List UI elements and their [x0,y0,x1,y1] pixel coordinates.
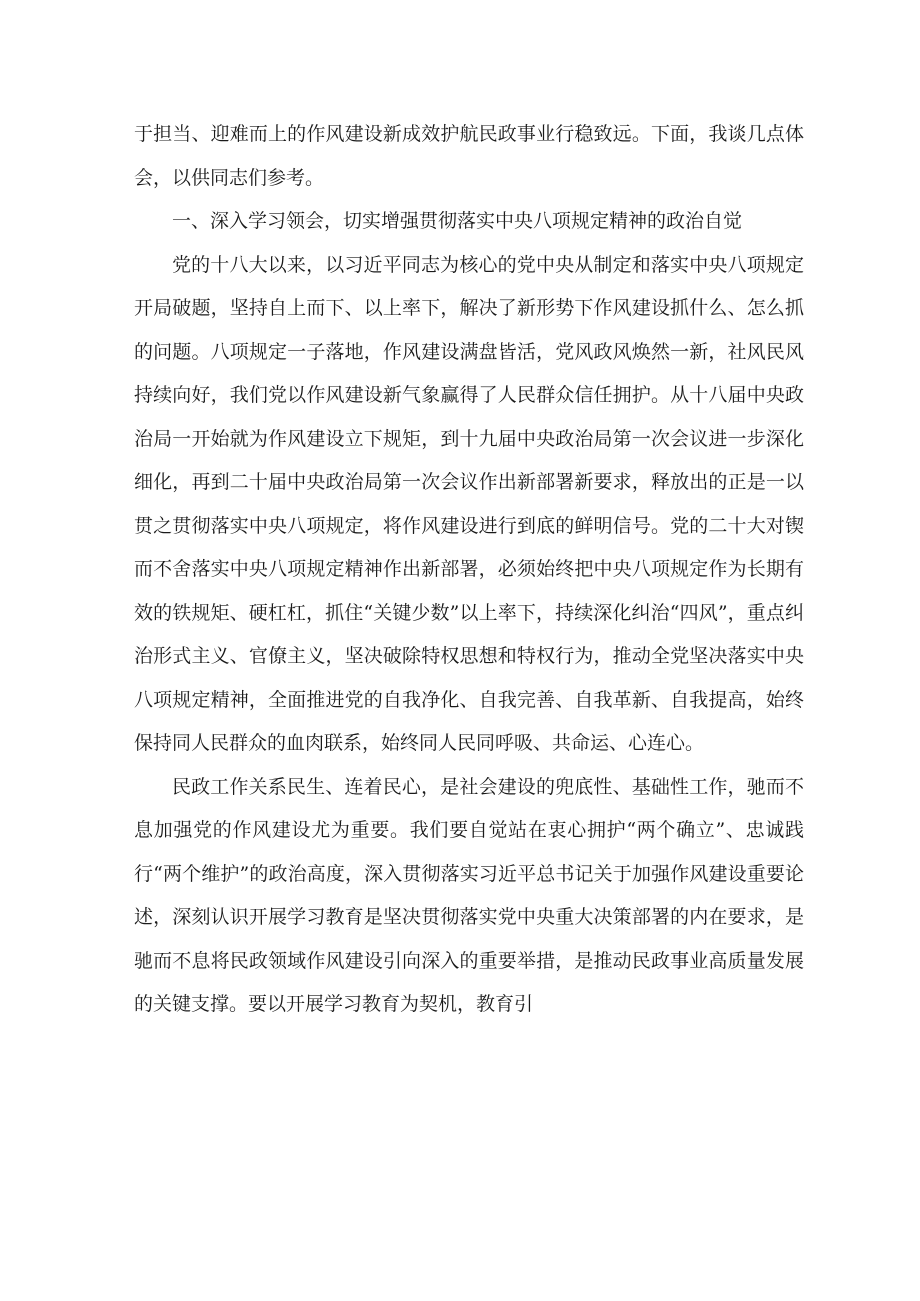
body-paragraph-2: 民政工作关系民生、连着民心，是社会建设的兜底性、基础性工作，驰而不息加强党的作风建设尤为重要。我们要自觉站在衷心拥护“两个确立”、忠诚践行“两个维护”的政治高度，深入贯彻落实习近平总书记关于加强作风建设重要论述，深刻认识开展学习教育是坚决贯彻落实党中央重大决策部署的内在要求，是驰而不息将民政领域作风建设引向深入的重要举措，是推动民政事业高质量发展的关键支撑。要以开展学习教育为契机，教育引 [134,775,804,1015]
section-heading: 一、深入学习领会，切实增强贯彻落实中央八项规定精神的政治自觉 [172,210,743,232]
document-body [134,113,804,1027]
continued-paragraph: 于担当、迎难而上的作风建设新成效护航民政事业行稳致远。下面，我谈几点体会，以供同志们参考。 [134,123,804,189]
body-paragraph-1: 党的十八大以来，以习近平同志为核心的党中央从制定和落实中央八项规定开局破题，坚持自上而下、以上率下，解决了新形势下作风建设抓什么、怎么抓的问题。八项规定一子落地，作风建设满盘皆活，党风政风焕然一新，社风民风持续向好，我们党以作风建设新气象赢得了人民群众信任拥护。从十八届中央政治局一开始就为作风建设立下规矩，到十九届中央政治局第一次会议进一步深化细化，再到二十届中央政治局第一次会议作出新部署新要求，释放出的正是一以贯之贯彻落实中央八项规定，将作风建设进行到底的鲜明信号。党的二十大对锲而不舍落实中央八项规定精神作出新部署，必须始终把中央八项规定作为长期有效的铁规矩、硬杠杠，抓住“关键少数”以上率下，持续深化纠治“四风”，重点纠治形式主义、官僚主义，坚决破除特权思想和特权行为，推动全党坚决落实中央八项规定精神，全面推进党的自我净化、自我完善、自我革新、自我提高，始终保持同人民群众的血肉联系，始终同人民同呼吸、共命运、心连心。 [134,253,804,754]
